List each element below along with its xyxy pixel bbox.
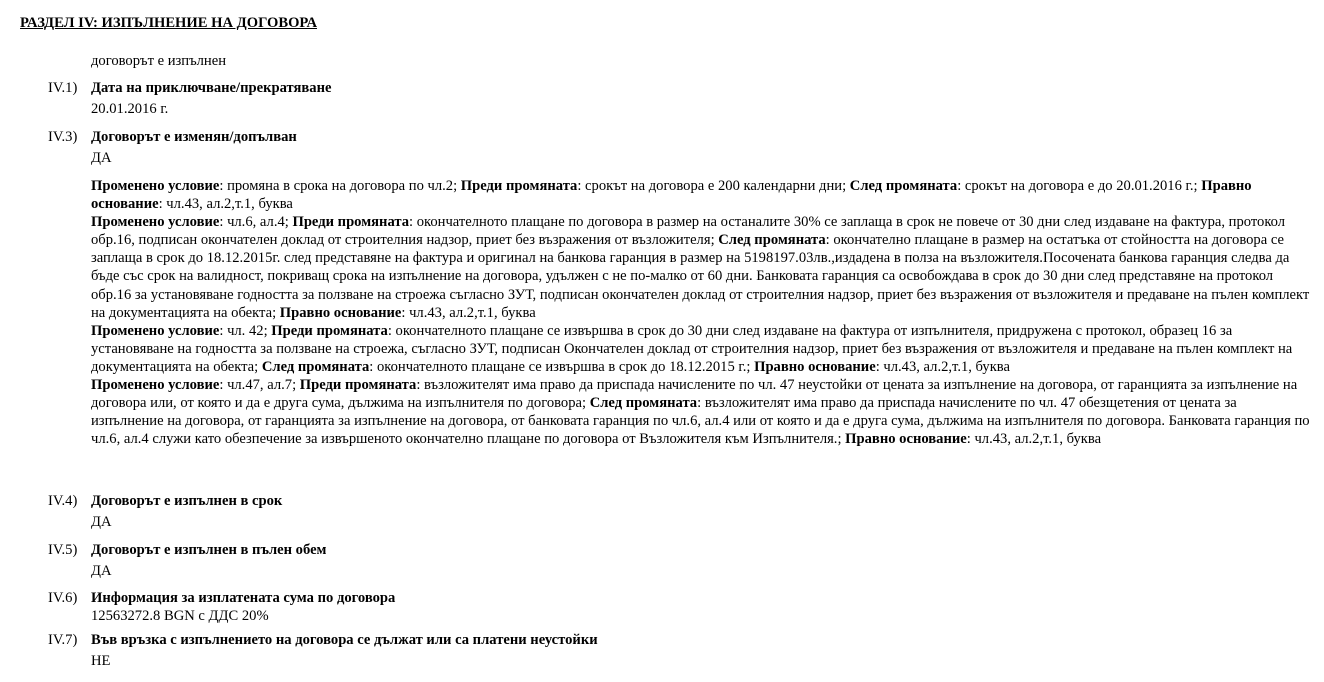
basis-label: Правно основание — [754, 358, 876, 375]
after-text: окончателното плащане се извършва в срок до 18.12.2015 г. — [376, 358, 747, 375]
before-text: възложителят има право да приспада начислените по чл. 47 неустойки от цената за изпълнение на договора, от гаранцията за изпълнение на договора или, от която и да е друга сума, дължима на изпълнителя по договора — [91, 377, 1298, 412]
item-label-paid-amount: Информация за изплатената сума по договора — [91, 590, 396, 606]
change-entry: Променено условие: чл.47, ал.7; Преди промяната: възложителят има право да приспада начислените по чл. 47 неустойки от цената за изпълнение на договора, от гаранцията за изпълнение на договора или, от която и да е друга сума, дължима на изпълнителя по договора; След промяната: възложителят има право да приспада начислените по чл. 47 обезщетения от цената за изпълнение на договора, от гаранцията за изпълнение на договора, от банковата гаранция по чл.6, ал.4 или от която и да е друга сума, дължима на изпълнителя по договора. Банковата гаранция по чл.6, ал.4 служи като обезпечение за извършеното окончателно плащане по договора от Възложителя към Изпълнителя.; Правно основание: чл.43, ал.2,т.1, буква — [91, 377, 1310, 448]
after-label: След промяната — [849, 178, 958, 194]
before-label: Преди промяната — [460, 178, 578, 194]
basis-text: чл.43, ал.2,т.1, буква — [166, 196, 293, 213]
item-value-on-time: ДА — [91, 514, 112, 530]
changed-label: Променено условие — [91, 377, 220, 394]
basis-text: чл.43, ал.2,т.1, буква — [409, 304, 536, 321]
item-number: IV.7) — [48, 632, 78, 648]
changed-label: Променено условие — [91, 178, 220, 194]
basis-label: Правно основание — [845, 431, 967, 448]
changed-text: чл. 42 — [227, 322, 264, 339]
item-value-full-scope: ДА — [91, 563, 112, 579]
item-number: IV.1) — [48, 80, 78, 96]
basis-label: Правно основание — [91, 178, 1252, 213]
before-label: Преди промяната — [271, 322, 388, 339]
changed-label: Променено условие — [91, 322, 220, 339]
item-label-full-scope: Договорът е изпълнен в пълен обем — [91, 542, 327, 558]
after-text: срокът на договора е до 20.01.2016 г. — [964, 178, 1194, 194]
before-label: Преди промяната — [299, 377, 417, 394]
item-value-amended: ДА — [91, 150, 112, 166]
item-value-paid-amount: 12563272.8 BGN с ДДС 20% — [91, 608, 269, 624]
after-text: възложителят има право да приспада начислените по чл. 47 обезщетения от цената за изпълнение на договора, от гаранцията за изпълнение на договора, от банковата гаранция по чл.6, ал.4 или от която и да е друга сума, дължима на изпълнителя по договора. Банковата гаранция по чл.6, ал.4 служи като обезпечение за извършеното окончателно плащане по договора от Възложителя към Изпълнителя. — [91, 395, 1310, 448]
item-value-penalties: НЕ — [91, 653, 111, 669]
before-label: Преди промяната — [292, 214, 410, 231]
after-text: окончателно плащане в размер на остатъка от стойността на договора се заплаща в срок до 18.12.2015г. след представяне на фактура и оригинал на банкова гаранция в размер на 5198197.03лв.,издадена в полза на възложителя.Посочената банкова гаранция следва да бъде със срок на валидност, покриващ срока на изпълнение на договора, удължен с не по-малко от 60 дни. Банковата гаранция са освобождава в срок до 30 дни след представяне на протокол обр.16 за установяване годността за ползване на строежа съгласно ЗУТ, подписан окончателен доклад от строителния надзор, приет без възражения от възложителя и предаване на пълен комплект на документацията на обекта — [91, 232, 1310, 321]
after-label: След промяната — [261, 358, 370, 375]
item-label-end-date: Дата на приключване/прекратяване — [91, 80, 332, 96]
contract-status: договорът е изпълнен — [91, 53, 227, 69]
item-number: IV.5) — [48, 542, 78, 558]
change-entry: Променено условие: чл.6, ал.4; Преди промяната: окончателното плащане по договора в размер на останалите 30% се заплаща в срок не повече от 30 дни след издаване на фактура, протокол обр.16, подписан окончателен доклад от строителния надзор, приет без възражения от възложителя; След промяната: окончателно плащане в размер на остатъка от стойността на договора се заплаща в срок до 18.12.2015г. след представяне на фактура и оригинал на банкова гаранция в размер на 5198197.03лв.,издадена в полза на възложителя.Посочената банкова гаранция следва да бъде със срок на валидност, покриващ срока на изпълнение на договора, удължен с не по-малко от 60 дни. Банковата гаранция са освобождава в срок до 30 дни след представяне на протокол обр.16 за установяване годността за ползване на строежа съгласно ЗУТ, подписан окончателен доклад от строителния надзор, приет без възражения от възложителя и предаване на пълен комплект на документацията на обекта; Правно основание: чл.43, ал.2,т.1, буква — [91, 214, 1310, 321]
item-label-penalties: Във връзка с изпълнението на договора се дължат или са платени неустойки — [91, 632, 598, 648]
change-entry: Променено условие: промяна в срока на договора по чл.2; Преди промяната: срокът на договора е 200 календарни дни; След промяната: срокът на договора е до 20.01.2016 г.; Правно основание: чл.43, ал.2,т.1, буква — [91, 178, 1252, 213]
item-label-on-time: Договорът е изпълнен в срок — [91, 493, 283, 509]
before-text: окончателното плащане се извършва в срок до 30 дни след издаване на фактура от изпълнителя, придружена с протокол, образец 16 за установяване на годността за ползване на строежа, съгласно ЗУТ, подписан Окончателен доклад от строителния надзор, приет без възражения от възложителя и предаване на пълен комплект на документацията на обекта — [91, 322, 1293, 375]
before-text: окончателното плащане по договора в размер на останалите 30% се заплаща в срок не повече от 30 дни след издаване на фактура, протокол обр.16, подписан окончателен доклад от строителния надзор, приет без възражения от възложителя — [91, 214, 1286, 249]
before-text: срокът на договора е 200 календарни дни — [585, 178, 843, 194]
change-entry: Променено условие: чл. 42; Преди промяната: окончателното плащане се извършва в срок до 30 дни след издаване на фактура от изпълнителя, придружена с протокол, образец 16 за установяване на годността за ползване на строежа, съгласно ЗУТ, подписан Окончателен доклад от строителния надзор, приет без възражения от възложителя и предаване на пълен комплект на документацията на обекта; След промяната: окончателното плащане се извършва в срок до 18.12.2015 г.; Правно основание: чл.43, ал.2,т.1, буква — [91, 322, 1293, 375]
item-number: IV.4) — [48, 493, 78, 509]
changed-text: промяна в срока на договора по чл.2 — [227, 178, 454, 194]
section-title: РАЗДЕЛ IV: ИЗПЪЛНЕНИЕ НА ДОГОВОРА — [20, 15, 318, 31]
basis-text: чл.43, ал.2,т.1, буква — [974, 431, 1102, 448]
changed-label: Променено условие — [91, 214, 220, 231]
item-number: IV.3) — [48, 129, 78, 145]
after-label: След промяната — [589, 395, 698, 412]
item-label-amended: Договорът е изменян/допълван — [91, 129, 297, 145]
item-number: IV.6) — [48, 590, 78, 606]
changes-list — [91, 177, 1311, 448]
item-value-end-date: 20.01.2016 г. — [91, 101, 169, 117]
basis-label: Правно основание — [279, 304, 402, 321]
after-label: След промяната — [718, 232, 826, 249]
basis-text: чл.43, ал.2,т.1, буква — [883, 358, 1010, 375]
changed-text: чл.6, ал.4 — [227, 214, 285, 231]
changed-text: чл.47, ал.7 — [227, 377, 293, 394]
